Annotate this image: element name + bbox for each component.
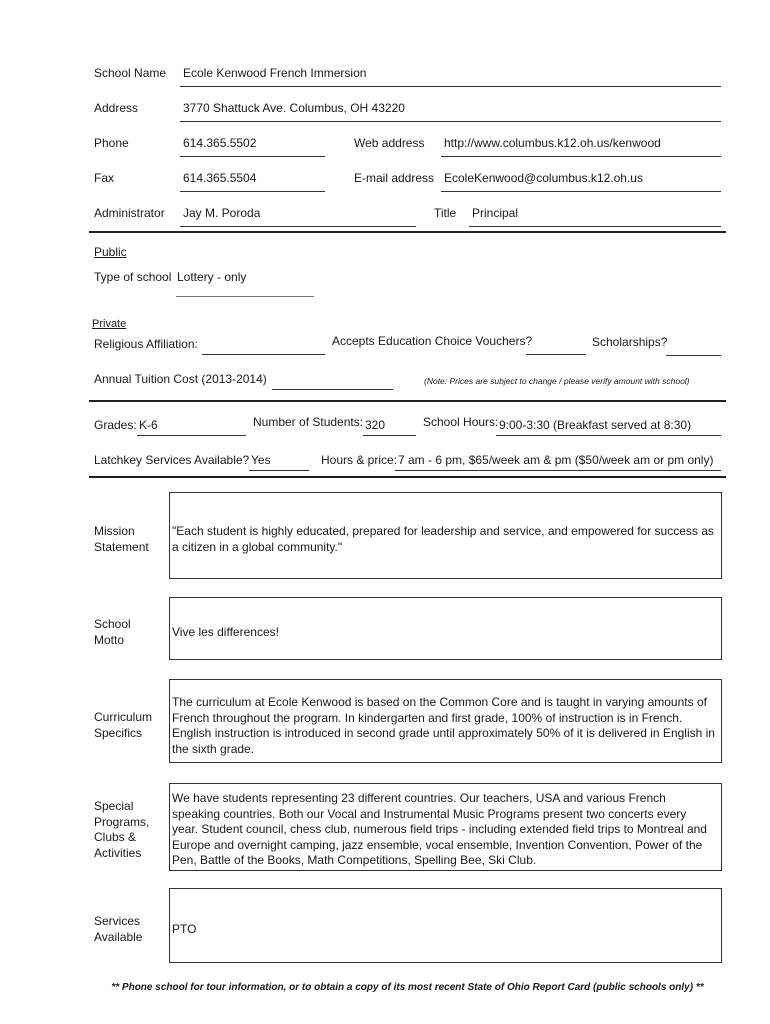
mission-text: "Each student is highly educated, prepared for leadership and service, and empowered for success as a citizen in a global community." bbox=[172, 524, 714, 554]
mission-label: Mission Statement bbox=[94, 524, 149, 554]
latchkey-label: Latchkey Services Available? bbox=[94, 453, 250, 467]
curriculum-box[interactable] bbox=[169, 679, 722, 763]
vouchers-line[interactable] bbox=[526, 354, 586, 355]
fax-value[interactable]: 614.365.5504 bbox=[183, 171, 257, 185]
school-hours-value[interactable]: 9:00-3:30 (Breakfast served at 8:30) bbox=[499, 418, 692, 432]
programs-box[interactable] bbox=[169, 783, 722, 871]
web-address-value[interactable]: http://www.columbus.k12.oh.us/kenwood bbox=[444, 136, 661, 150]
services-label: Services Available bbox=[94, 914, 143, 944]
email-line bbox=[441, 191, 721, 192]
administrator-value[interactable]: Jay M. Poroda bbox=[183, 206, 261, 220]
services-box[interactable] bbox=[169, 888, 722, 963]
school-name-line bbox=[180, 86, 721, 87]
programs-text: We have students representing 23 different countries. Our teachers, USA and various French speaking countries. Both our Vocal and Instrumental Music Programs present two concerts every year. Student council, chess club, numerous field trips - including extended field trips to Montreal and Europe and overnight camping, jazz ensemble, vocal ensemble, Invention Convention, Power of the Pen, Battle of the Books, Math Competitions, Spelling Bee, Ski Club. bbox=[172, 791, 707, 867]
email-value[interactable]: EcoleKenwood@columbus.k12.oh.us bbox=[444, 171, 643, 185]
section-divider bbox=[89, 476, 726, 478]
students-line bbox=[363, 435, 416, 436]
grades-label: Grades: bbox=[94, 418, 137, 432]
type-of-school-line bbox=[176, 296, 314, 297]
public-heading: Public bbox=[94, 245, 127, 259]
school-name-value[interactable]: Ecole Kenwood French Immersion bbox=[183, 66, 367, 80]
administrator-line bbox=[180, 226, 416, 227]
school-name-label: School Name bbox=[94, 66, 167, 80]
scholarships-label: Scholarships? bbox=[592, 335, 668, 349]
students-value[interactable]: 320 bbox=[365, 418, 386, 432]
school-hours-line bbox=[496, 435, 721, 436]
address-label: Address bbox=[94, 101, 139, 115]
latchkey-line bbox=[249, 470, 309, 471]
web-address-label: Web address bbox=[354, 136, 425, 150]
grades-line bbox=[137, 435, 246, 436]
title-line bbox=[469, 226, 721, 227]
title-label: Title bbox=[434, 206, 457, 220]
scholarships-line[interactable] bbox=[666, 355, 721, 356]
private-heading: Private bbox=[92, 318, 127, 330]
services-text: PTO bbox=[172, 922, 197, 936]
address-line bbox=[180, 121, 721, 122]
section-divider bbox=[89, 400, 726, 402]
motto-box[interactable] bbox=[169, 597, 722, 660]
curriculum-label: Curriculum Specifics bbox=[94, 710, 153, 740]
vouchers-label: Accepts Education Choice Vouchers? bbox=[332, 334, 533, 348]
phone-value[interactable]: 614.365.5502 bbox=[183, 136, 257, 150]
fax-line bbox=[180, 191, 325, 192]
phone-line bbox=[180, 156, 325, 157]
fax-label: Fax bbox=[94, 171, 115, 185]
administrator-label: Administrator bbox=[94, 206, 165, 220]
hours-price-label: Hours & price: bbox=[321, 453, 398, 467]
religious-affiliation-label: Religious Affiliation: bbox=[94, 337, 198, 351]
tuition-label: Annual Tuition Cost (2013-2014) bbox=[94, 372, 267, 386]
school-hours-label: School Hours: bbox=[423, 415, 499, 429]
title-value[interactable]: Principal bbox=[472, 206, 519, 220]
address-value[interactable]: 3770 Shattuck Ave. Columbus, OH 43220 bbox=[183, 101, 405, 115]
phone-label: Phone bbox=[94, 136, 129, 150]
mission-box[interactable] bbox=[169, 492, 722, 579]
grades-value[interactable]: K-6 bbox=[139, 418, 158, 432]
motto-text: Vive les differences! bbox=[172, 625, 279, 639]
latchkey-value[interactable]: Yes bbox=[251, 453, 271, 467]
web-address-line bbox=[441, 156, 721, 157]
section-divider bbox=[89, 231, 726, 233]
programs-label: Special Programs, Clubs & Activities bbox=[94, 799, 150, 860]
type-of-school-label: Type of school bbox=[94, 270, 172, 284]
type-of-school-value[interactable]: Lottery - only bbox=[177, 270, 247, 284]
students-label: Number of Students: bbox=[253, 415, 364, 429]
email-label: E-mail address bbox=[354, 171, 435, 185]
hours-price-value[interactable]: 7 am - 6 pm, $65/week am & pm ($50/week am or pm only) bbox=[398, 453, 714, 467]
tuition-line[interactable] bbox=[272, 389, 393, 390]
hours-price-line bbox=[395, 470, 721, 471]
religious-affiliation-line[interactable] bbox=[202, 354, 325, 355]
footer-note: ** Phone school for tour information, or to obtain a copy of its most recent State of Ohio Report Card (public schools only) ** bbox=[111, 982, 704, 993]
tuition-note: (Note: Prices are subject to change / please verify amount with school) bbox=[424, 376, 690, 386]
curriculum-text: The curriculum at Ecole Kenwood is based on the Common Core and is taught in varying amounts of French throughout the program. In kindergarten and first grade, 100% of instruction is in French. English instruction is introduced in second grade until approximately 50% of it is delivered in English in the sixth grade. bbox=[172, 695, 715, 756]
motto-label: School Motto bbox=[94, 617, 131, 647]
